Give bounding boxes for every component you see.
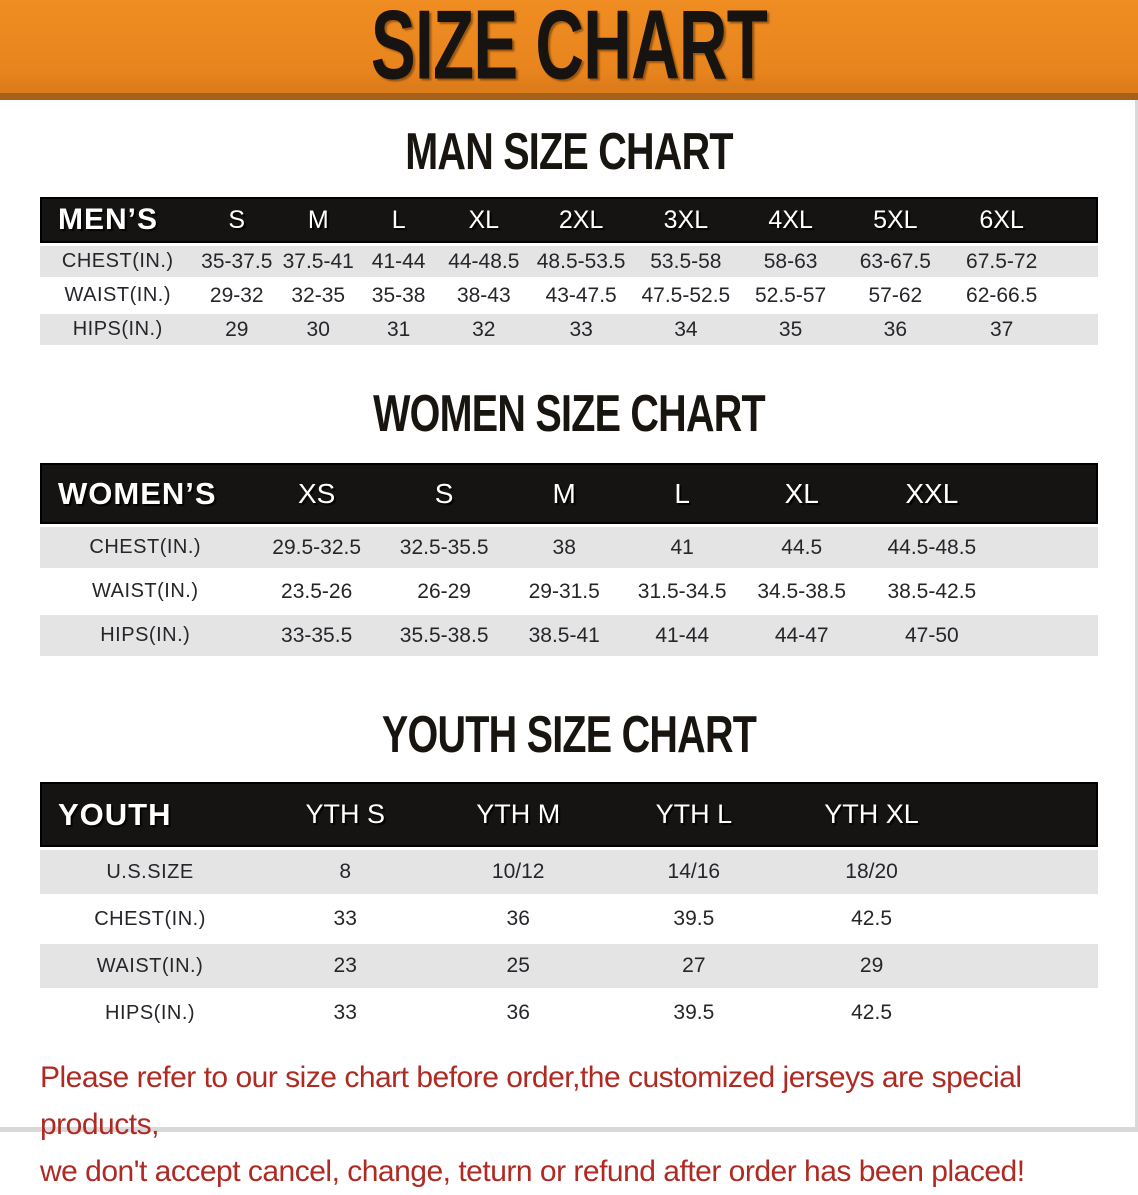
measurement-value-cell: 14/16: [606, 850, 782, 894]
size-column-header: 4XL: [738, 197, 843, 243]
row-spacer-cell: [962, 850, 1099, 894]
row-spacer-cell: [1002, 527, 1098, 568]
size-column-header: M: [506, 463, 623, 524]
section-youth: [0, 706, 1138, 1038]
size-header-row: [40, 782, 1098, 847]
measurement-value-cell: 33: [260, 991, 430, 1035]
measurement-row-label: CHEST(IN.): [40, 897, 260, 941]
measurement-value-cell: 67.5-72: [948, 246, 1056, 277]
measurement-row: [40, 280, 1098, 311]
men-section-heading: MAN SIZE CHART: [405, 123, 733, 181]
page-title: SIZE CHART: [370, 0, 768, 100]
size-column-header: XS: [251, 463, 383, 524]
measurement-value-cell: 39.5: [606, 897, 782, 941]
measurement-row: [40, 991, 1098, 1035]
size-column-header: S: [196, 197, 279, 243]
measurement-row-label: HIPS(IN.): [40, 314, 196, 345]
banner: [0, 0, 1138, 100]
measurement-value-cell: 29-32: [196, 280, 279, 311]
men-size-table: [40, 194, 1098, 348]
measurement-value-cell: 36: [430, 897, 606, 941]
disclaimer-line-2: we don't accept cancel, change, teturn or refund after order has been placed!: [40, 1155, 1025, 1188]
size-column-header: 6XL: [948, 197, 1056, 243]
size-header-row: [40, 463, 1098, 524]
table-corner-label: WOMEN’S: [40, 463, 251, 524]
measurement-value-cell: 42.5: [782, 991, 962, 1035]
measurement-row: [40, 246, 1098, 277]
size-header-row: [40, 197, 1098, 243]
measurement-value-cell: 25: [430, 944, 606, 988]
table-corner-label: YOUTH: [40, 782, 260, 847]
measurement-value-cell: 32-35: [278, 280, 358, 311]
size-column-header: 3XL: [634, 197, 739, 243]
size-column-header: YTH S: [260, 782, 430, 847]
measurement-value-cell: 34: [634, 314, 739, 345]
measurement-row-label: HIPS(IN.): [40, 615, 251, 656]
measurement-row: [40, 897, 1098, 941]
measurement-value-cell: 33: [529, 314, 634, 345]
row-spacer-cell: [962, 991, 1099, 1035]
header-spacer-cell: [962, 782, 1099, 847]
measurement-row: [40, 944, 1098, 988]
measurement-row: [40, 850, 1098, 894]
measurement-value-cell: 33: [260, 897, 430, 941]
measurement-value-cell: 34.5-38.5: [741, 571, 862, 612]
measurement-row-label: HIPS(IN.): [40, 991, 260, 1035]
measurement-value-cell: 23.5-26: [251, 571, 383, 612]
measurement-value-cell: 10/12: [430, 850, 606, 894]
section-women: [0, 385, 1138, 659]
measurement-row: [40, 314, 1098, 345]
measurement-value-cell: 42.5: [782, 897, 962, 941]
measurement-value-cell: 32: [439, 314, 529, 345]
row-spacer-cell: [1056, 280, 1098, 311]
women-size-table: [40, 460, 1098, 659]
measurement-value-cell: 29: [782, 944, 962, 988]
measurement-value-cell: 57-62: [843, 280, 948, 311]
measurement-value-cell: 39.5: [606, 991, 782, 1035]
measurement-value-cell: 63-67.5: [843, 246, 948, 277]
measurement-row: [40, 615, 1098, 656]
measurement-value-cell: 47-50: [862, 615, 1002, 656]
measurement-row: [40, 571, 1098, 612]
measurement-value-cell: 38.5-42.5: [862, 571, 1002, 612]
measurement-row-label: WAIST(IN.): [40, 571, 251, 612]
measurement-value-cell: 18/20: [782, 850, 962, 894]
measurement-value-cell: 44-48.5: [439, 246, 529, 277]
measurement-value-cell: 23: [260, 944, 430, 988]
row-spacer-cell: [1002, 571, 1098, 612]
youth-section-heading: YOUTH SIZE CHART: [381, 706, 757, 764]
size-column-header: M: [278, 197, 358, 243]
table-corner-label: MEN’S: [40, 197, 196, 243]
row-spacer-cell: [1056, 246, 1098, 277]
women-section-heading: WOMEN SIZE CHART: [373, 385, 765, 443]
header-spacer-cell: [1056, 197, 1098, 243]
row-spacer-cell: [1002, 615, 1098, 656]
row-spacer-cell: [962, 897, 1099, 941]
measurement-value-cell: 38-43: [439, 280, 529, 311]
measurement-value-cell: 35-38: [358, 280, 438, 311]
size-column-header: S: [383, 463, 506, 524]
size-column-header: YTH M: [430, 782, 606, 847]
measurement-value-cell: 29-31.5: [506, 571, 623, 612]
measurement-value-cell: 37.5-41: [278, 246, 358, 277]
disclaimer: [40, 1054, 1138, 1195]
measurement-value-cell: 47.5-52.5: [634, 280, 739, 311]
measurement-value-cell: 36: [430, 991, 606, 1035]
row-spacer-cell: [1056, 314, 1098, 345]
measurement-value-cell: 41-44: [623, 615, 741, 656]
measurement-row-label: U.S.SIZE: [40, 850, 260, 894]
measurement-value-cell: 41: [623, 527, 741, 568]
youth-size-table: [40, 779, 1098, 1038]
section-men: [0, 123, 1138, 348]
size-column-header: L: [358, 197, 438, 243]
measurement-value-cell: 32.5-35.5: [383, 527, 506, 568]
row-spacer-cell: [962, 944, 1099, 988]
size-column-header: 5XL: [843, 197, 948, 243]
measurement-value-cell: 36: [843, 314, 948, 345]
size-column-header: L: [623, 463, 741, 524]
measurement-row-label: WAIST(IN.): [40, 280, 196, 311]
measurement-row-label: CHEST(IN.): [40, 527, 251, 568]
measurement-value-cell: 8: [260, 850, 430, 894]
measurement-value-cell: 33-35.5: [251, 615, 383, 656]
measurement-value-cell: 44.5: [741, 527, 862, 568]
size-column-header: XL: [439, 197, 529, 243]
size-column-header: XXL: [862, 463, 1002, 524]
measurement-value-cell: 31: [358, 314, 438, 345]
measurement-value-cell: 44.5-48.5: [862, 527, 1002, 568]
measurement-value-cell: 53.5-58: [634, 246, 739, 277]
disclaimer-line-1: Please refer to our size chart before order,the customized jerseys are special products,: [40, 1061, 1022, 1141]
measurement-value-cell: 27: [606, 944, 782, 988]
measurement-value-cell: 43-47.5: [529, 280, 634, 311]
size-column-header: 2XL: [529, 197, 634, 243]
measurement-value-cell: 35.5-38.5: [383, 615, 506, 656]
measurement-value-cell: 29: [196, 314, 279, 345]
measurement-value-cell: 26-29: [383, 571, 506, 612]
size-column-header: XL: [741, 463, 862, 524]
measurement-value-cell: 29.5-32.5: [251, 527, 383, 568]
measurement-row-label: WAIST(IN.): [40, 944, 260, 988]
size-column-header: YTH L: [606, 782, 782, 847]
measurement-value-cell: 38.5-41: [506, 615, 623, 656]
size-column-header: YTH XL: [782, 782, 962, 847]
measurement-value-cell: 48.5-53.5: [529, 246, 634, 277]
measurement-value-cell: 58-63: [738, 246, 843, 277]
measurement-value-cell: 35-37.5: [196, 246, 279, 277]
measurement-value-cell: 31.5-34.5: [623, 571, 741, 612]
measurement-row: [40, 527, 1098, 568]
measurement-value-cell: 62-66.5: [948, 280, 1056, 311]
measurement-value-cell: 41-44: [358, 246, 438, 277]
measurement-value-cell: 52.5-57: [738, 280, 843, 311]
measurement-value-cell: 30: [278, 314, 358, 345]
measurement-value-cell: 38: [506, 527, 623, 568]
header-spacer-cell: [1002, 463, 1098, 524]
measurement-value-cell: 35: [738, 314, 843, 345]
measurement-value-cell: 37: [948, 314, 1056, 345]
measurement-row-label: CHEST(IN.): [40, 246, 196, 277]
measurement-value-cell: 44-47: [741, 615, 862, 656]
